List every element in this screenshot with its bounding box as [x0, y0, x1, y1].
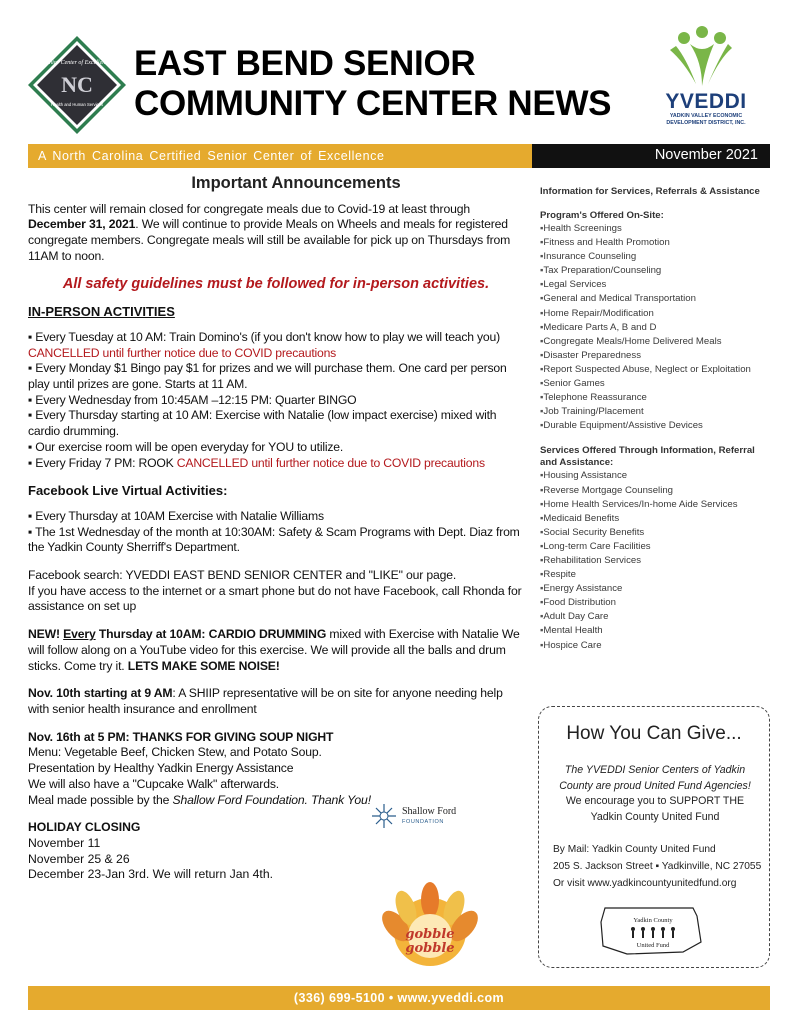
list-item: ▪ Every Thursday starting at 10 AM: Exercise with Natalie (low impact exercise) mixed with cardio drumming. [28, 408, 497, 439]
service-item: ▪ Reverse Mortgage Counseling [540, 484, 774, 498]
drumming-title: Thursday at 10AM: CARDIO DRUMMING [95, 627, 327, 642]
footer-contact-bar[interactable]: (336) 699-5100 • www.yveddi.com [28, 986, 770, 1010]
service-item: ▪ Health Screenings [540, 222, 774, 236]
holiday-date: November 11 [28, 835, 101, 850]
closure-text-pre: This center will remain closed for congregate meals due to Covid-19 at least through [28, 201, 470, 216]
item-text: ▪ Every Tuesday at 10 AM: Train Domino's (if you don't know how to play we will teach you) [28, 329, 500, 344]
service-item: ▪ Food Distribution [540, 596, 774, 610]
announcements-heading: Important Announcements [191, 174, 401, 192]
in-person-list [28, 330, 524, 471]
cancelled-note: CANCELLED until further notice due to COVID precautions [176, 455, 485, 470]
yveddi-wordmark: YVEDDI [665, 90, 747, 113]
main-column [28, 176, 524, 883]
facebook-search-paragraph [28, 568, 524, 615]
badge-nc-text: NC [61, 72, 93, 97]
service-item: ▪ Job Training/Placement [540, 405, 774, 419]
onsite-heading: Program's Offered On-Site: [540, 210, 664, 221]
holiday-heading: HOLIDAY CLOSING [28, 820, 141, 835]
safety-notice: All safety guidelines must be followed for in-person activities. [62, 275, 490, 292]
drumming-paragraph [28, 627, 524, 674]
service-item: ▪ Tax Preparation/Counseling [540, 264, 774, 278]
facebook-heading: Facebook Live Virtual Activities: [28, 483, 228, 499]
uf-logo-line-2: United Fund [636, 942, 670, 949]
yveddi-subtitle [646, 113, 766, 126]
service-item: ▪ Congregate Meals/Home Delivered Meals [540, 335, 774, 349]
facebook-search-text: Facebook search: YVEDDI EAST BEND SENIOR CENTER and "LIKE" our page. [28, 568, 457, 583]
services-sidebar [540, 186, 774, 665]
service-item: ▪ Social Security Benefits [540, 526, 774, 540]
sf-logo-word: Shallow Ford [402, 806, 457, 817]
list-item: ▪ Every Wednesday from 10:45AM –12:15 PM: Quarter BINGO [28, 392, 357, 407]
give-support-text: We encourage you to SUPPORT THE Yadkin County United Fund [565, 795, 745, 823]
service-item: ▪ Fitness and Health Promotion [540, 236, 774, 250]
banner-text: A North Carolina Certified Senior Center of Excellence [38, 149, 385, 163]
referral-heading: Services Offered Through Information, Referral and Assistance: [540, 445, 755, 469]
give-address-line: 205 S. Jackson Street ▪ Yadkinville, NC 27055 [553, 860, 762, 872]
drumming-text: mixed with Exercise with Natalie We will follow along on a YouTube video for this exercise. We will provide all the balls and drum sticks. Come try it. [28, 627, 520, 673]
every-label: Every [63, 627, 96, 642]
service-item: ▪ Respite [540, 568, 774, 582]
badge-top-text: Senior Center of Excellence [43, 60, 111, 66]
shallow-ford-logo [372, 800, 472, 832]
cancelled-note: CANCELLED until further notice due to COVID precautions [28, 345, 337, 360]
issue-date: November 2021 [532, 144, 770, 168]
service-item: ▪ Senior Games [540, 377, 774, 391]
gobble-turkey-graphic [366, 878, 494, 970]
closure-text-post: . We will continue to provide Meals on Wheels and meals for registered congregate members. Congregate meals will still be available for pick up on Thursdays from 11AM to noon. [28, 217, 511, 263]
service-item: ▪ Rehabilitation Services [540, 554, 774, 568]
list-item: ▪ Our exercise room will be open everyday for YOU to utilize. [28, 439, 343, 454]
soup-sponsor: Shallow Ford Foundation. Thank You! [172, 792, 371, 807]
service-item: ▪ Home Repair/Modification [540, 307, 774, 321]
drumming-callout: LETS MAKE SOME NOISE! [127, 658, 280, 673]
give-website-line[interactable]: Or visit www.yadkincountyunitedfund.org [553, 877, 737, 889]
service-item: ▪ Report Suspected Abuse, Neglect or Exploitation [540, 363, 774, 377]
soup-night-section [28, 730, 524, 809]
soup-sponsor-pre: Meal made possible by the [28, 792, 173, 807]
service-item: ▪ Energy Assistance [540, 582, 774, 596]
newsletter-title [134, 44, 624, 124]
give-title: How You Can Give... [566, 723, 742, 744]
give-united-fund-text: The YVEDDI Senior Centers of Yadkin County are proud United Fund Agencies! [559, 764, 751, 792]
service-item: ▪ General and Medical Transportation [540, 292, 774, 306]
service-item: ▪ Hospice Care [540, 639, 774, 653]
soup-menu: Menu: Vegetable Beef, Chicken Stew, and Potato Soup. [28, 745, 322, 760]
give-mail-line: By Mail: Yadkin County United Fund [553, 844, 716, 855]
give-mail-info [553, 842, 763, 892]
service-item: ▪ Adult Day Care [540, 610, 774, 624]
service-item: ▪ Disaster Preparedness [540, 349, 774, 363]
shiip-date: Nov. 10th starting at 9 AM [28, 686, 173, 701]
facebook-help-text: If you have access to the internet or a smart phone but do not have Facebook, call Rhonda for assistance on set up [28, 583, 522, 614]
soup-cupcake-walk: We will also have a "Cupcake Walk" afterwards. [28, 776, 280, 791]
in-person-heading: IN-PERSON ACTIVITIES [28, 304, 175, 320]
uf-logo-line-1: Yadkin County [633, 917, 673, 924]
service-item: ▪ Insurance Counseling [540, 250, 774, 264]
service-item: ▪ Legal Services [540, 278, 774, 292]
list-item: ▪ Every Thursday at 10AM Exercise with Natalie Williams [28, 508, 324, 523]
yveddi-sub-line-1: YADKIN VALLEY ECONOMIC [669, 113, 743, 119]
soup-heading: Nov. 16th at 5 PM: THANKS FOR GIVING SOUP NIGHT [28, 729, 334, 744]
holiday-date: December 23-Jan 3rd. We will return Jan 4th. [28, 867, 273, 882]
title-line-1: EAST BEND SENIOR [134, 44, 476, 83]
service-item: ▪ Long-term Care Facilities [540, 540, 774, 554]
gobble-text-1: gobble [405, 927, 455, 942]
service-item: ▪ Durable Equipment/Assistive Devices [540, 419, 774, 433]
list-item [28, 330, 524, 361]
closure-date: December 31, 2021 [28, 217, 136, 232]
title-line-2: COMMUNITY CENTER NEWS [134, 84, 612, 123]
list-item [28, 456, 524, 472]
new-label: NEW! [28, 627, 64, 642]
closure-paragraph [28, 202, 524, 265]
list-item: ▪ Every Monday $1 Bingo pay $1 for prizes and we will purchase them. One card per person play until prizes are gone. Starts at 11 AM. [28, 361, 507, 392]
yveddi-sub-line-2: DEVELOPMENT DISTRICT, INC. [666, 119, 746, 126]
badge-bottom-text: Health and Human Services [50, 102, 104, 107]
facebook-list [28, 509, 524, 556]
service-item: ▪ Mental Health [540, 624, 774, 638]
service-item: ▪ Medicare Parts A, B and D [540, 321, 774, 335]
holiday-date: November 25 & 26 [28, 851, 130, 866]
how-you-can-give-box [538, 706, 770, 968]
service-item: ▪ Medicaid Benefits [540, 512, 774, 526]
shiip-text: : A SHIIP representative will be on site for anyone needing help with senior health insurance and enrollment [28, 686, 503, 716]
service-item: ▪ Housing Assistance [540, 469, 774, 483]
soup-presentation: Presentation by Healthy Yadkin Energy Assistance [28, 761, 294, 776]
united-fund-county-logo [597, 902, 707, 958]
item-text: ▪ Every Friday 7 PM: ROOK [28, 455, 177, 470]
excellence-banner [28, 144, 532, 168]
onsite-list [540, 222, 774, 433]
gobble-text-2: gobble [405, 941, 455, 956]
services-heading: Information for Services, Referrals & Assistance [540, 186, 760, 197]
senior-center-excellence-logo [26, 34, 128, 136]
service-item: ▪ Home Health Services/In-home Aide Services [540, 498, 774, 512]
shiip-paragraph [28, 686, 524, 717]
list-item: ▪ The 1st Wednesday of the month at 10:30AM: Safety & Scam Programs with Dept. Diaz from the Yadkin County Sherriff's Department. [28, 524, 520, 555]
sf-logo-sub: FOUNDATION [402, 819, 444, 825]
referral-list [540, 469, 774, 652]
service-item: ▪ Telephone Reassurance [540, 391, 774, 405]
